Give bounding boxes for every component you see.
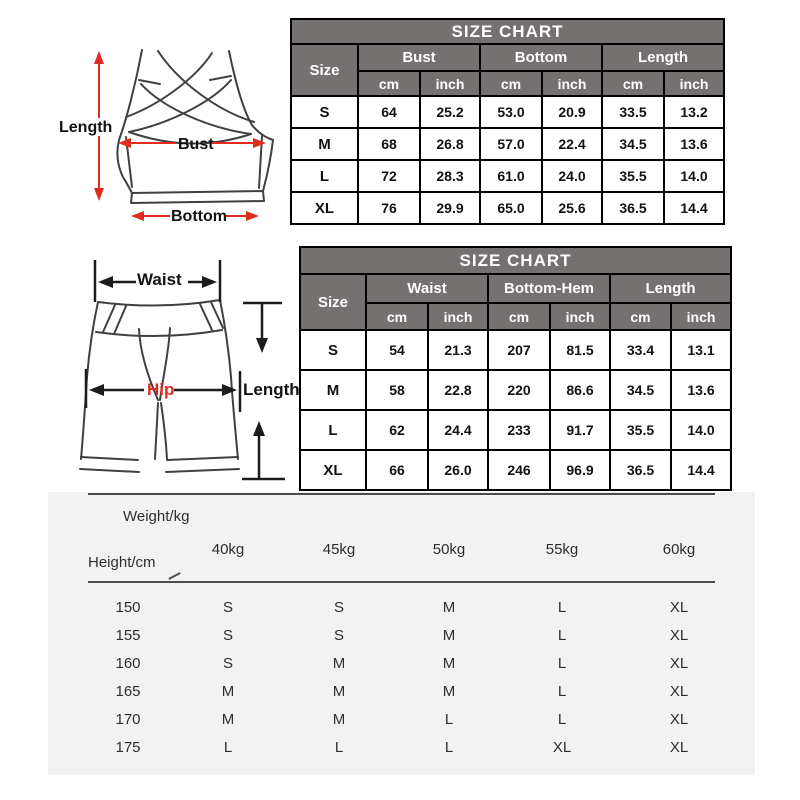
- size-chart-table-bottom: [299, 246, 732, 491]
- header-cell: Size: [291, 44, 358, 96]
- table-row: [300, 247, 731, 274]
- size-value: L: [557, 683, 567, 700]
- table-row: [300, 450, 731, 490]
- table-row: [291, 96, 724, 128]
- shorts-hip-label: Hip: [147, 380, 175, 399]
- data-cell: 207: [488, 330, 550, 370]
- table-row: [291, 19, 724, 44]
- size-value: L: [557, 599, 567, 616]
- bra-bottom-label: Bottom: [171, 208, 227, 225]
- data-cell: 25.6: [542, 192, 602, 224]
- size-value: L: [444, 711, 454, 728]
- height-value: 160: [115, 655, 141, 672]
- data-cell: 21.3: [428, 330, 488, 370]
- data-cell: 14.4: [671, 450, 731, 490]
- data-cell: 22.4: [542, 128, 602, 160]
- size-value: XL: [669, 655, 689, 672]
- fit-row: [48, 706, 755, 734]
- fit-weight-header-row: [48, 541, 755, 561]
- data-cell: 33.4: [610, 330, 671, 370]
- data-cell: 26.0: [428, 450, 488, 490]
- unit-cell: cm: [366, 303, 428, 330]
- fit-row: [48, 650, 755, 678]
- table-row: [291, 192, 724, 224]
- data-cell: 220: [488, 370, 550, 410]
- size-cell: XL: [291, 192, 358, 224]
- shorts-measurement-diagram: [60, 245, 315, 495]
- height-value: 175: [115, 739, 141, 756]
- size-cell: M: [291, 128, 358, 160]
- data-cell: 34.5: [602, 128, 664, 160]
- data-cell: 72: [358, 160, 420, 192]
- data-cell: 62: [366, 410, 428, 450]
- table-row: [300, 410, 731, 450]
- data-cell: 13.1: [671, 330, 731, 370]
- fit-row: [48, 594, 755, 622]
- shorts-measure-arrows: [86, 260, 285, 479]
- data-cell: 22.8: [428, 370, 488, 410]
- size-value: M: [332, 655, 346, 672]
- data-cell: 53.0: [480, 96, 542, 128]
- fit-table-header-rule: [88, 581, 715, 583]
- size-value: L: [557, 655, 567, 672]
- fit-row: [48, 734, 755, 762]
- data-cell: 13.2: [664, 96, 724, 128]
- data-cell: 64: [358, 96, 420, 128]
- size-cell: XL: [300, 450, 366, 490]
- data-cell: 14.0: [664, 160, 724, 192]
- height-value: 165: [115, 683, 141, 700]
- data-cell: 57.0: [480, 128, 542, 160]
- weight-header: 55kg: [545, 541, 579, 558]
- size-value: S: [333, 599, 344, 616]
- data-cell: 28.3: [420, 160, 480, 192]
- data-cell: 35.5: [610, 410, 671, 450]
- data-cell: 20.9: [542, 96, 602, 128]
- size-cell: L: [300, 410, 366, 450]
- unit-cell: cm: [602, 71, 664, 96]
- fit-recommendation-panel: [48, 492, 755, 775]
- header-cell: Waist: [366, 274, 488, 303]
- unit-cell: inch: [420, 71, 480, 96]
- weight-axis-label: Weight/kg: [123, 508, 190, 525]
- unit-cell: cm: [488, 303, 550, 330]
- size-value: L: [334, 739, 344, 756]
- data-cell: 24.4: [428, 410, 488, 450]
- data-cell: 13.6: [664, 128, 724, 160]
- size-value: L: [444, 739, 454, 756]
- weight-header: 40kg: [211, 541, 245, 558]
- size-value: M: [332, 711, 346, 728]
- data-cell: 33.5: [602, 96, 664, 128]
- size-cell: M: [300, 370, 366, 410]
- bra-outline: [117, 50, 273, 203]
- data-cell: 58: [366, 370, 428, 410]
- size-value: XL: [669, 627, 689, 644]
- data-cell: 68: [358, 128, 420, 160]
- data-cell: 246: [488, 450, 550, 490]
- header-cell: Length: [610, 274, 731, 303]
- data-cell: 35.5: [602, 160, 664, 192]
- size-value: XL: [669, 711, 689, 728]
- height-value: 150: [115, 599, 141, 616]
- size-value: L: [223, 739, 233, 756]
- height-axis-label: Height/cm: [88, 554, 156, 571]
- data-cell: 76: [358, 192, 420, 224]
- data-cell: 91.7: [550, 410, 610, 450]
- size-chart-table-top: [290, 18, 725, 225]
- weight-header: 45kg: [322, 541, 356, 558]
- table-row: [300, 274, 731, 303]
- data-cell: 81.5: [550, 330, 610, 370]
- chart-title: SIZE CHART: [291, 19, 724, 44]
- header-cell: Size: [300, 274, 366, 330]
- shorts-length-label: Length: [243, 380, 300, 399]
- size-value: S: [222, 627, 233, 644]
- table-row: [300, 370, 731, 410]
- unit-cell: inch: [664, 71, 724, 96]
- shorts-waist-label: Waist: [137, 270, 182, 289]
- data-cell: 26.8: [420, 128, 480, 160]
- fit-table-diagonal-tick: [168, 572, 180, 580]
- size-value: L: [557, 627, 567, 644]
- unit-cell: inch: [671, 303, 731, 330]
- size-cell: L: [291, 160, 358, 192]
- weight-header: 50kg: [432, 541, 466, 558]
- data-cell: 36.5: [610, 450, 671, 490]
- data-cell: 66: [366, 450, 428, 490]
- header-cell: Bottom: [480, 44, 602, 71]
- header-cell: Length: [602, 44, 724, 71]
- size-value: S: [222, 599, 233, 616]
- table-row: [291, 160, 724, 192]
- bra-bust-label: Bust: [178, 136, 214, 153]
- data-cell: 29.9: [420, 192, 480, 224]
- unit-cell: cm: [358, 71, 420, 96]
- data-cell: 14.0: [671, 410, 731, 450]
- size-cell: S: [300, 330, 366, 370]
- chart-title: SIZE CHART: [300, 247, 731, 274]
- size-value: XL: [669, 683, 689, 700]
- size-value: M: [442, 655, 456, 672]
- header-cell: Bottom-Hem: [488, 274, 610, 303]
- size-value: M: [221, 711, 235, 728]
- data-cell: 86.6: [550, 370, 610, 410]
- table-row: [291, 128, 724, 160]
- unit-cell: inch: [428, 303, 488, 330]
- data-cell: 54: [366, 330, 428, 370]
- weight-header: 60kg: [662, 541, 696, 558]
- size-value: M: [442, 683, 456, 700]
- height-value: 170: [115, 711, 141, 728]
- unit-cell: inch: [550, 303, 610, 330]
- size-value: XL: [552, 739, 572, 756]
- data-cell: 36.5: [602, 192, 664, 224]
- size-value: XL: [669, 599, 689, 616]
- data-cell: 34.5: [610, 370, 671, 410]
- unit-cell: cm: [610, 303, 671, 330]
- data-cell: 61.0: [480, 160, 542, 192]
- size-cell: S: [291, 96, 358, 128]
- header-cell: Bust: [358, 44, 480, 71]
- fit-table-top-rule: [88, 493, 715, 495]
- size-value: XL: [669, 739, 689, 756]
- data-cell: 24.0: [542, 160, 602, 192]
- data-cell: 233: [488, 410, 550, 450]
- fit-row: [48, 678, 755, 706]
- data-cell: 25.2: [420, 96, 480, 128]
- table-row: [300, 330, 731, 370]
- data-cell: 96.9: [550, 450, 610, 490]
- data-cell: 13.6: [671, 370, 731, 410]
- size-value: M: [332, 683, 346, 700]
- size-value: M: [442, 627, 456, 644]
- size-value: S: [333, 627, 344, 644]
- size-value: M: [221, 683, 235, 700]
- size-value: S: [222, 655, 233, 672]
- size-value: M: [442, 599, 456, 616]
- bra-length-label: Length: [59, 119, 113, 136]
- unit-cell: inch: [542, 71, 602, 96]
- height-value: 155: [115, 627, 141, 644]
- table-row: [291, 44, 724, 71]
- unit-cell: cm: [480, 71, 542, 96]
- fit-row: [48, 622, 755, 650]
- data-cell: 14.4: [664, 192, 724, 224]
- data-cell: 65.0: [480, 192, 542, 224]
- size-value: L: [557, 711, 567, 728]
